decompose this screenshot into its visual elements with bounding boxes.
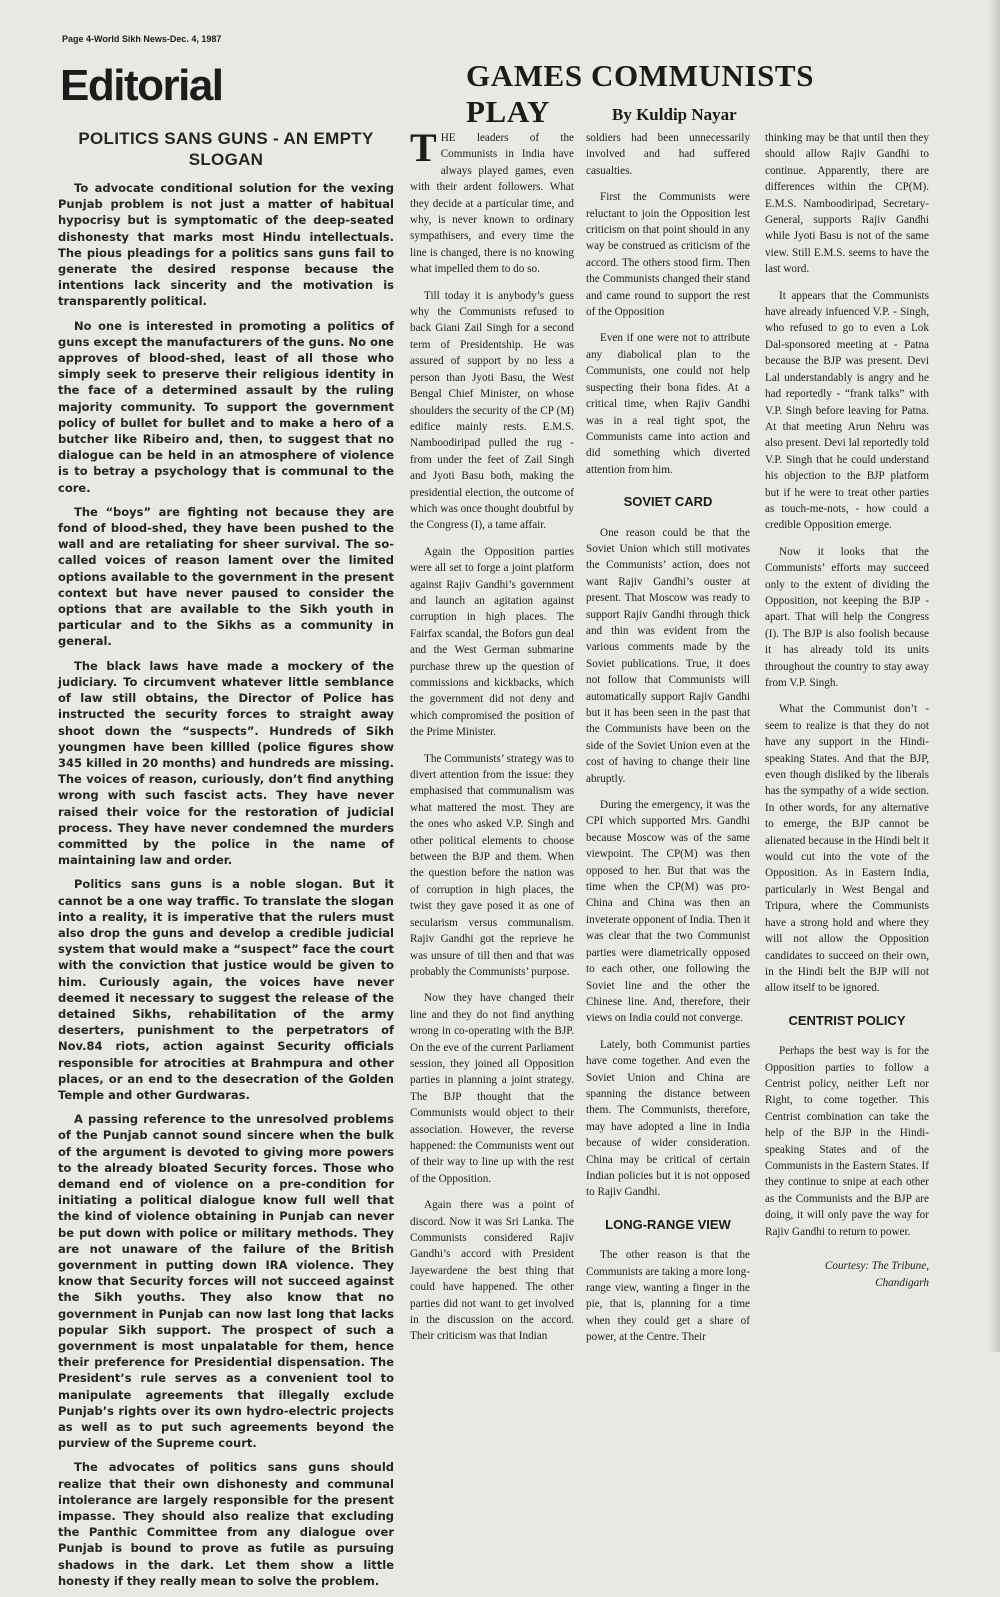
paragraph: What the Communist don’t - seem to realize is that they do not have any support in the Hindi-speaking States. And that the BJP, even though disliked by the liberals has the sympathy of a wide section. In other words, for any alternative to emerge, the BJP cannot be alienated because in the Hindi belt it would cut into the vote of the Opposition. As in Eastern India, particularly in West Bengal and Tripura, where the Communists have a strong hold and where they will not allow the Opposition candidates to succeed on their own, in the Hindi belt the BJP will not allow itself to be ignored.: [765, 703, 929, 995]
lead-text: HE leaders of the Communists in India have always played games, even with their ardent followers. What they decide at a particular time, and why, is never known to ordinary sympathisers, and every time the line is changed, there is no knowing what impelled them to do so.: [410, 132, 574, 276]
paragraph: It appears that the Communists have already infuenced V.P. - Singh, who refused to go to even a Lok Dal-sponsored meeting at - Patna because the BJP was present. Devi Lal understandably is angry and he had reportedly - “frank talks” with V.P. Singh before leaving for Patna. At that meeting Arun Nehru was also present. Devi lal reportedly told V.P. Singh that he could understand his objection to the BJP platform but if he were to treat other parties as touch-me-nots, - how could a credible Opposition emerge.: [765, 289, 929, 532]
editorial-title: POLITICS SANS GUNS - AN EMPTY SLOGAN: [78, 129, 374, 169]
paragraph: The advocates of politics sans guns should realize that their own dishonesty and communal intolerance are largely responsible for the present impasse. They should also realize that excluding the Panthic Committee from any dialogue over Punjab is bound to prove as futile as pursuing shadows in the dark. Let them show a little honesty if they really mean to solve the problem.: [58, 1460, 394, 1588]
article-column-4-body-a: [765, 130, 929, 997]
courtesy-line-1: Courtesy: The Tribune,: [824, 1260, 929, 1272]
paragraph: The other reason is that the Communists are taking a more long-range view, wanting a finger in the pie, that is, planning for a time when they could get a share of power, at the Centre. Their: [586, 1249, 750, 1344]
article-column-2-body: [410, 288, 574, 1345]
article-column-4-body-b: [765, 1043, 929, 1240]
paragraph: Lately, both Communist parties have come together. And even the Soviet Union and China are spanning the distance between them. The Communists, therefore, may have adopted a line in India because of wider consideration. China may be critical of certain Indian policies but it is not opposed to Rajiv Gandhi.: [586, 1038, 750, 1199]
courtesy-credit: [765, 1258, 929, 1292]
editorial-body: [58, 180, 394, 1589]
paragraph: Again there was a point of discord. Now it was Sri Lanka. The Communists considered Rajiv Gandhi’s accord with President Jayewardene the best thing that could have happened. The other parties did not want to get involved in the discussion on the accord. Their criticism was that Indian: [410, 1199, 574, 1343]
article-byline: By Kuldip Nayar: [612, 105, 737, 124]
paragraph: Now they have changed their line and they do not find anything wrong in co-operating with the BJP. On the eve of the current Parliament session, they joined all Opposition parties in planning a joint strategy. The BJP thought that the Communists would object to their association. However, the reverse happened: the Communists went out of their way to line up with the rest of the Opposition.: [410, 992, 574, 1185]
paragraph: No one is interested in promoting a politics of guns except the manufacturers of the guns. No one approves of blood-shed, least of all those who simply seek to preserve their religious identity in the face of a determined assault by the ruling majority community. To support the government policy of bullet for bullet and to make a hero of a butcher like Ribeiro and, then, to suggest that no dialogue can be held in an atmosphere of violence is to betray a psychology that is communal to the core.: [58, 318, 394, 495]
article-column-3-body-c: [586, 1247, 750, 1345]
article-column-4: [765, 130, 929, 1292]
page-header-line: Page 4-World Sikh News-Dec. 4, 1987: [62, 34, 222, 44]
paragraph: soldiers had been unnecessarily involved and had suffered casualties.: [586, 132, 750, 177]
article-lead-paragraph: [410, 125, 574, 278]
paragraph: One reason could be that the Soviet Union which still motivates the Communists’ action, does not want Rajiv Gandhi’s ouster at present. That Moscow was ready to support Rajiv Gandhi through thick and thin was evident from the various comments made by the Soviet publications. True, it does not follow that Communists will automatically support Rajiv Gandhi but it has been seen in the past that the Communists have been on the side of the Soviet Union even at the cost of having to change their line abruptly.: [586, 526, 750, 785]
editorial-column: [58, 128, 394, 1597]
paragraph: Even if one were not to attribute any diabolical plan to the Communists, one could not help suspecting their bona fides. At a critical time, when Rajiv Gandhi was in a real tight spot, the Communists came into action and did something which diverted attention from him.: [586, 332, 750, 476]
dropcap: T: [410, 125, 437, 170]
paragraph: Perhaps the best way is for the Opposition parties to follow a Centrist policy, neither Left nor Right, to come together. This Centrist combination can take the help of the BJP in the Hindi-speaking States and of the Communists in the Eastern States. If they continue to snipe at each other as the Communists and the BJP are doing, it will only pave the way for Rajiv Gandhi to return to power.: [765, 1045, 929, 1238]
paragraph: First the Communists were reluctant to join the Opposition lest criticism on that point should in any way be construed as criticism of the accord. The others stood firm. Then the Communists changed their stand and came round to support the rest of the Opposition: [586, 191, 750, 319]
paragraph: Again the Opposition parties were all set to forge a joint platform against Rajiv Gandhi’s government and launch an agitation against corruption in high places. The Fairfax scandal, the Bofors gun deal and the West German submarine purchase threw up the question of commissions and kickbacks, which the government did not deny and which compromised the position of the Prime Minister.: [410, 545, 574, 739]
paragraph: During the emergency, it was the CPI which supported Mrs. Gandhi because Moscow was of the same viewpoint. The CP(M) was then opposed to her. But that was the time when the CP(M) was pro-China and China was then an inveterate opponent of India. Then it was clear that the two Communist parties were diametrically opposed to each other, one following the Soviet line and the other the Chinese line. And, therefore, their views on India could not converge.: [586, 799, 750, 1025]
subheading-centrist-policy: CENTRIST POLICY: [788, 1012, 906, 1028]
subheading-soviet-card: SOVIET CARD: [623, 494, 713, 510]
paragraph: Politics sans guns is a noble slogan. But it cannot be a one way traffic. To translate the slogan into a reality, it is imperative that the rulers must also drop the guns and develop a credible judicial system that would make a “suspect” face the court with the conviction that justice would be given to him. Curiously again, the voices have never deemed it necessary to suggest the release of the detained Sikhs, rehabilitation of the army deserters, punishment to the perpetrators of Nov.84 riots, action against Security officials responsible for atrocities at Brahmpura and other places, or an end to the desecration of the Golden Temple and other Gurdwaras.: [58, 877, 394, 1102]
paragraph: A passing reference to the unresolved problems of the Punjab cannot sound sincere when the bulk of the argument is devoted to giving more powers to the already bloated Security forces. Those who demand end of violence on a pre-condition for initiating a political dialogue know full well that the kind of violence obtaining in Punjab can never be put down with police or military methods. They are not unaware of the failure of the British government in putting down IRA violence. They know that Security forces will not succeed against the Sikh youths. They also know that no government in Punjab can now last long that lacks popular Sikh support. The prospect of such a government is most unpalatable for them, hence their preference for Presidential dispensation. The President’s rule serves as a convenient tool to manipulate agreements that illegally exclude Punjab’s rights over its own hydro-electric projects as well as to put such agreements beyond the purview of the Supreme court.: [58, 1112, 394, 1451]
section-title: Editorial: [60, 61, 223, 110]
article-column-3-body-a: [586, 130, 750, 478]
paragraph: Now it looks that the Communists’ efforts may succeed only to the extent of dividing the Opposition, not keeping the BJP - apart. That will help the Congress (I). The BJP is also foolish because it has already told its units throughout the country to stay away from V.P. Singh.: [765, 545, 929, 689]
paragraph: thinking may be that until then they should allow Rajiv Gandhi to continue. Apparently, there are differences within the CP(M). E.M.S. Namboodiripad, Secretary-General, supports Rajiv Gandhi while Jyoti Basu is not of the same view. Still E.M.S. seems to have the last word.: [765, 132, 929, 276]
paragraph: The “boys” are fighting not because they are fond of blood-shed, they have been pushed to the wall and are retaliating for sheer survival. The so-called voices of reason lament over the limited options available to the government in the present context but have never paused to consider the options that are available to the Sikh youth in particular and to the Sikhs as a community in general.: [58, 504, 394, 649]
article-column-2: [410, 125, 574, 1355]
paragraph: The Communists’ strategy was to divert attention from the issue: they emphasised that communalism was what mattered the most. They are the ones who asked V.P. Singh and other political elements to choose between the BJP and them. When the question before the nation was of corruption in high places, the twist they gave posed it as one of secularism versus communalism. Rajiv Gandhi got the reprieve he was unsure of till then and that was probably the Communists’ purpose.: [410, 752, 574, 978]
subheading-long-range-view: LONG-RANGE VIEW: [605, 1216, 731, 1232]
article-column-3: [586, 130, 750, 1356]
article-column-3-body-b: [586, 525, 750, 1201]
page-edge-shadow: [988, 0, 1000, 1352]
courtesy-line-2: Chandigarh: [875, 1277, 929, 1289]
article-headline: GAMES COMMUNISTS PLAY: [466, 58, 815, 129]
paragraph: To advocate conditional solution for the vexing Punjab problem is not just a matter of habitual hypocrisy but is symptomatic of the deep-seated dishonesty that marks most Hindu intellectuals. The pious pleadings for a politics sans guns fail to generate the desired response because the intentions lack sincerity and the motivation is transparently political.: [58, 181, 394, 309]
paragraph: The black laws have made a mockery of the judiciary. To circumvent whatever little semblance of law still obtains, the Director of Police has instructed the security forces to straight away shoot down the “suspects”. Hundreds of Sikh youngmen have been killled (police figures show 345 killed in 20 months) and hundreds are missing. The voices of reason, curiously, don’t find anything wrong with such fascist acts. They have never raised their voice for the restoration of judicial process. They have never condemned the murders committed by the police in the name of maintaining law and order.: [58, 658, 394, 868]
paragraph: Till today it is anybody’s guess why the Communists refused to back Giani Zail Singh for a second term of Presidentship. He was assured of support by no less a person than Jyoti Basu, the West Bengal Chief Minister, on whose shoulders the security of the CP (M) edifice mainly rests. E.M.S. Namboodiripad pulled the rug - from under the feet of Zail Singh and Jyoti Basu both, making the presidential election, the outcome of which was once thought doubtful by the Congress (I), a tame affair.: [410, 289, 574, 532]
